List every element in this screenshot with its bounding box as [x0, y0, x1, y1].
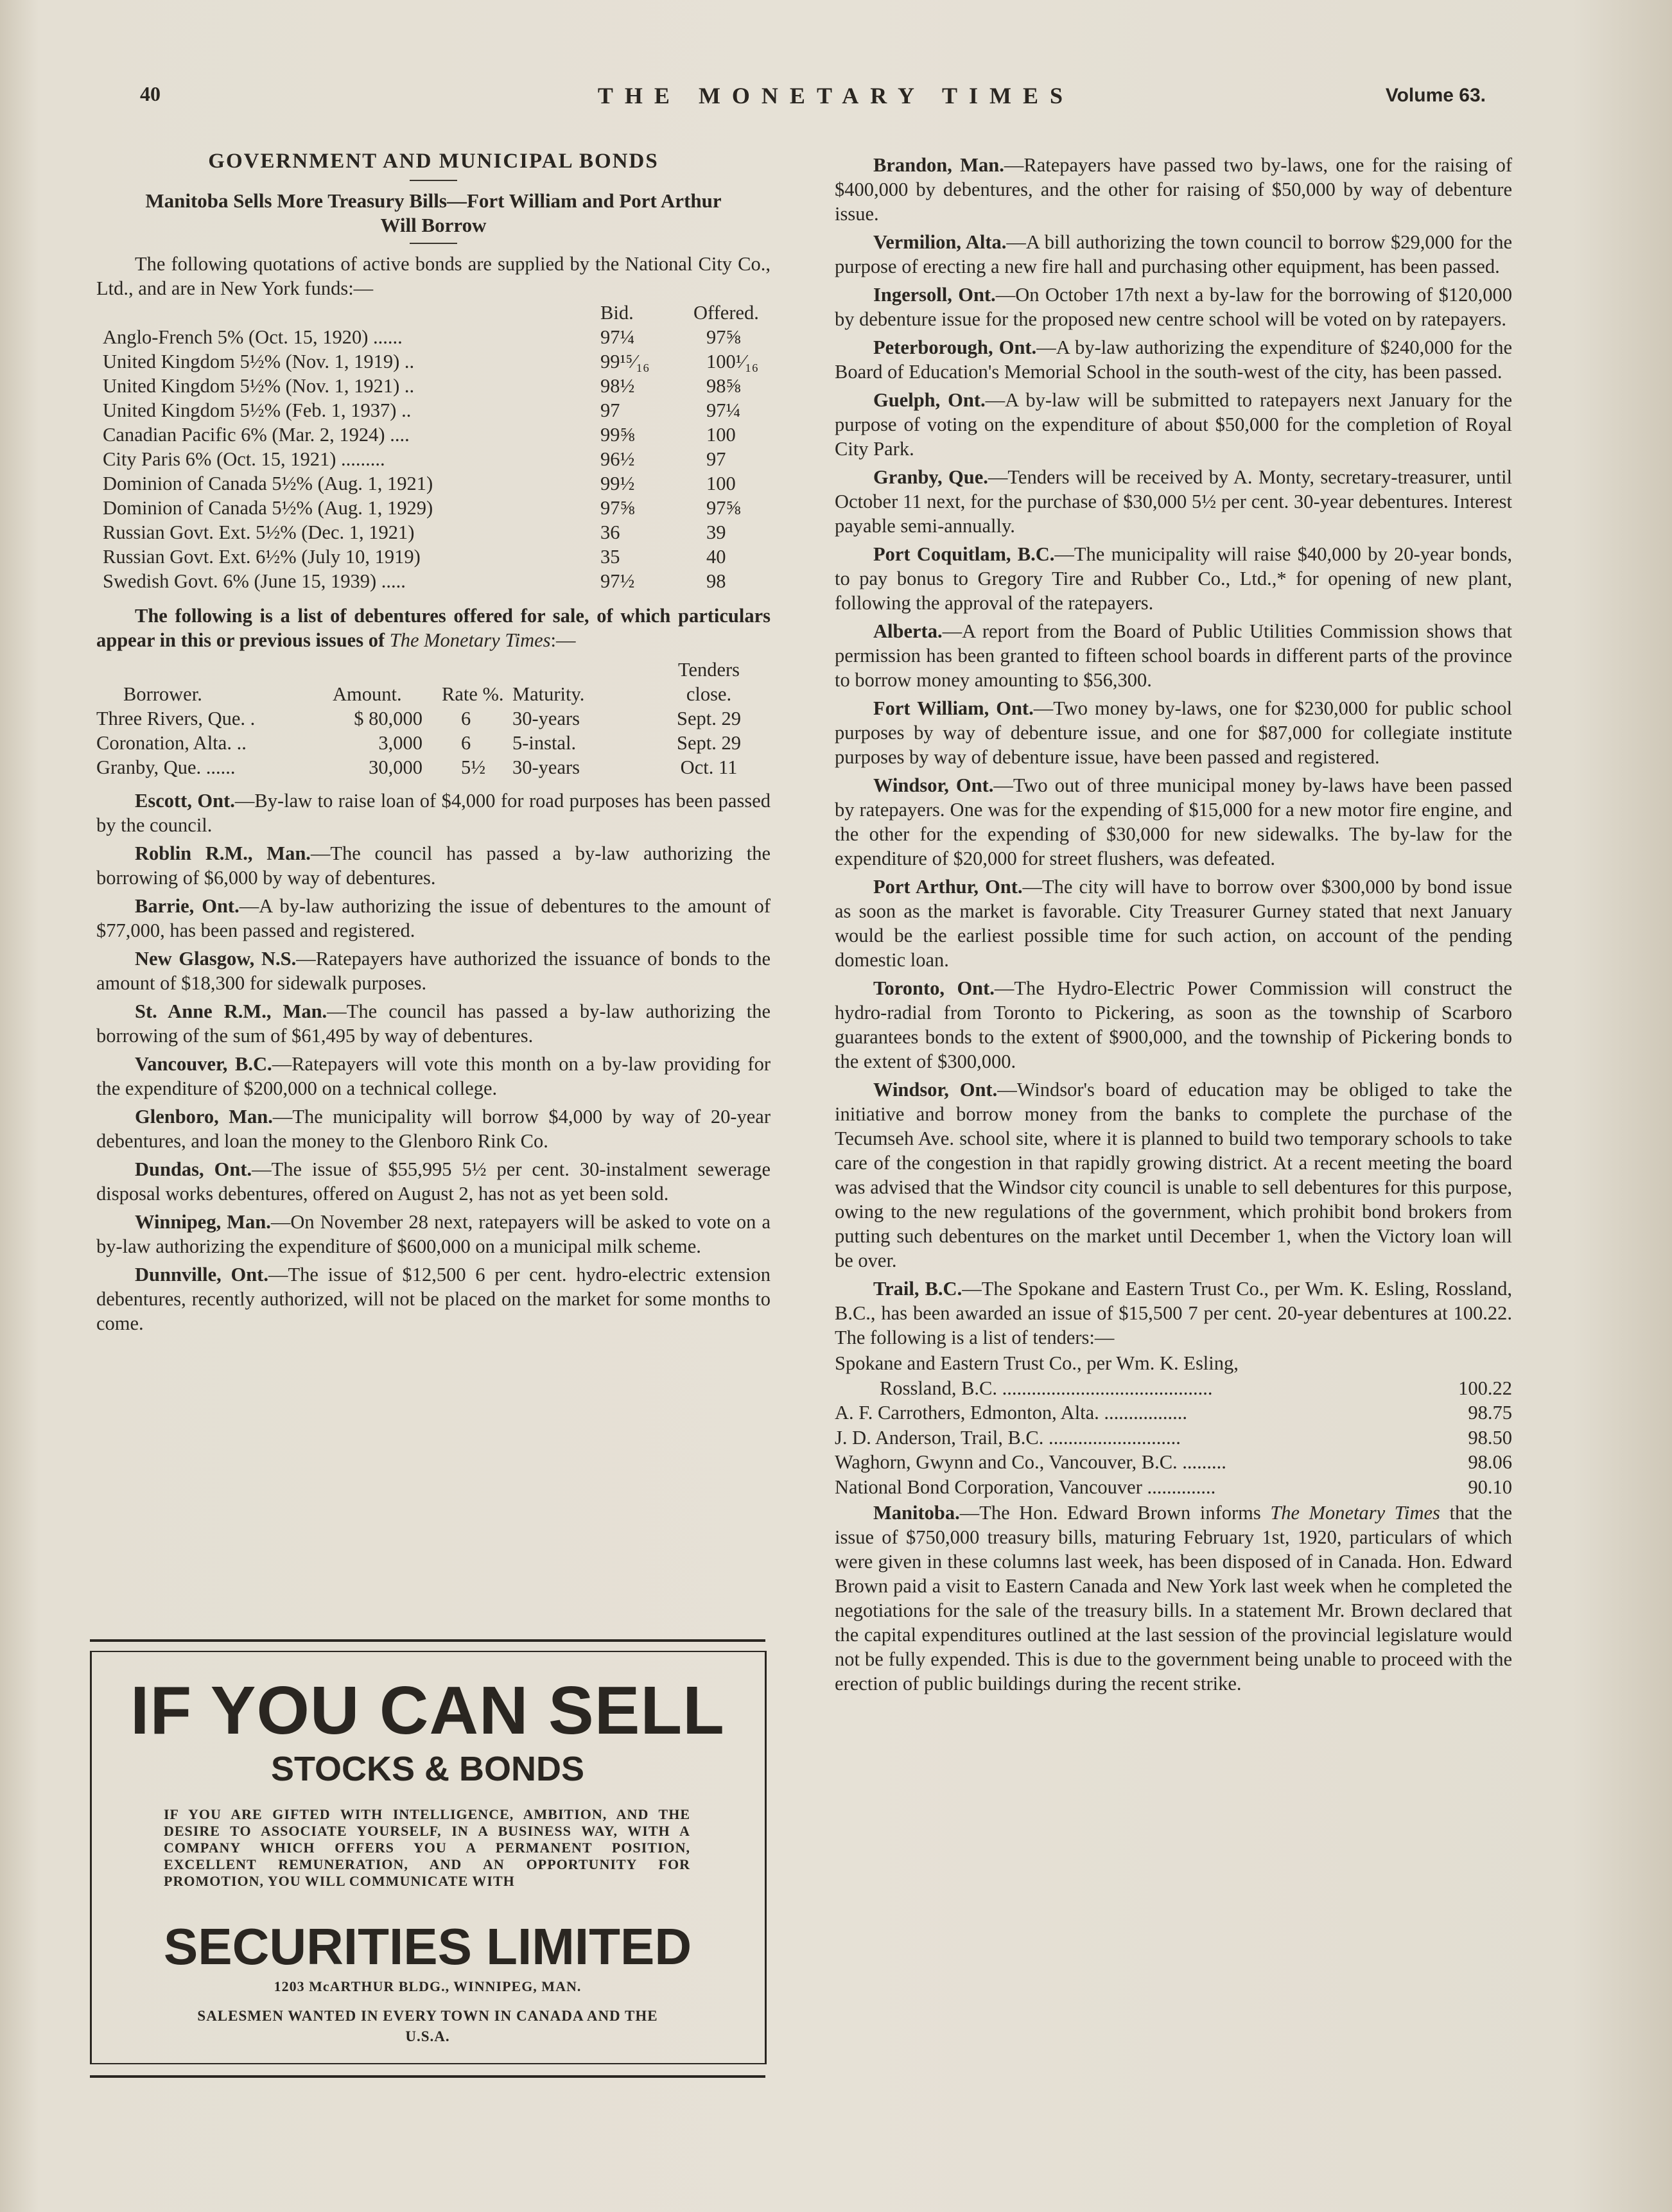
bond-name: Canadian Pacific 6% (Mar. 2, 1924) .... [103, 424, 410, 446]
table-row [103, 325, 783, 349]
table-row [96, 706, 777, 731]
bond-name: City Paris 6% (Oct. 15, 1921) ......... [103, 448, 385, 470]
paragraph-text: —A by-law authorizing the expenditure of $240,000 for the Board of Education's Memorial School in the south-west of the city, has been passed. [835, 336, 1512, 383]
ad-company: SECURITIES LIMITED [163, 1918, 692, 1975]
bond-bid: 96½ [600, 448, 635, 470]
paragraph-text: —Ratepayers will vote this month on a by-law providing for the expenditure of $200,000 on a technical college. [96, 1053, 771, 1099]
table-row [96, 731, 777, 755]
article-paragraph [835, 283, 1512, 331]
masthead: THE MONETARY TIMES [597, 83, 1075, 109]
ad-subline: STOCKS & BONDS [270, 1750, 585, 1788]
article-paragraph [835, 773, 1512, 871]
article-paragraph [96, 1262, 771, 1336]
bond-bid: 99¹⁵⁄₁₆ [600, 351, 650, 372]
section-title: GOVERNMENT AND MUNICIPAL BONDS [208, 150, 659, 173]
article-paragraph [96, 841, 771, 890]
table-row [103, 544, 783, 569]
table-row [835, 1376, 1512, 1401]
paragraph-text: —A by-law will be submitted to ratepayers next January for the purpose of voting on the expenditure of about $50,000 for the completion of Royal City Park. [835, 389, 1512, 460]
ad-address: 1203 McARTHUR BLDG., WINNIPEG, MAN. [274, 1978, 582, 1994]
page-number: 40 [140, 82, 161, 105]
paragraph-text: —A bill authorizing the town council to borrow $29,000 for the purpose of erecting a new fire hall and purchasing other equipment, has been passed. [835, 231, 1512, 277]
bond-offered: 98 [706, 570, 726, 592]
bond-name: Anglo-French 5% (Oct. 15, 1920) ...... [103, 326, 403, 348]
place-name: Barrie, Ont. [135, 895, 239, 917]
paragraph-text: —The council has passed a by-law authorizing the borrowing of $6,000 by way of debentures. [96, 842, 771, 889]
place-name: Peterborough, Ont. [873, 336, 1037, 358]
article-paragraph [96, 946, 771, 995]
debentures-table [96, 658, 777, 779]
volume-label: Volume 63. [1385, 85, 1486, 106]
right-items [835, 153, 1512, 1350]
deb-maturity: 5-instal. [512, 732, 577, 754]
offered-header: Offered. [693, 302, 759, 324]
place-name: Dunnville, Ont. [135, 1264, 268, 1285]
paragraph-text: —The Spokane and Eastern Trust Co., per Wm. K. Esling, Rossland, B.C., has been awarded an issue of $15,500 7 per cent. 20-year debentures at 100.22. The following is a list of tenders:— [835, 1278, 1512, 1348]
bond-offered: 40 [706, 546, 726, 568]
bond-offered: 100 [706, 473, 736, 494]
paragraph-text: —A report from the Board of Public Utilities Commission shows that permission has been granted to fifteen school boards in different parts of the province to borrow money amounting to $56,300. [835, 620, 1512, 691]
divider [410, 180, 457, 181]
paragraph-text: —On October 17th next a by-law for the borrowing of $120,000 by debenture issue for the proposed new centre school will be voted on by ratepayers. [835, 284, 1512, 330]
tender-name: Spokane and Eastern Trust Co., per Wm. K. Esling, [835, 1352, 1239, 1374]
bond-bid: 97¼ [600, 326, 635, 348]
paragraph-text: —A by-law authorizing the issue of debentures to the amount of $77,000, has been passed and registered. [96, 895, 771, 941]
table-row [103, 349, 783, 374]
place-name: Roblin R.M., Man. [135, 842, 311, 864]
table-row [103, 374, 783, 398]
deb-amount: 30,000 [369, 756, 422, 778]
article-paragraph [835, 388, 1512, 461]
deb-borrower: Coronation, Alta. .. [96, 732, 247, 754]
tender-name: A. F. Carrothers, Edmonton, Alta. ................. [835, 1402, 1188, 1424]
table-row [103, 471, 783, 496]
maturity-header: Maturity. [512, 683, 585, 705]
rate-header: Rate %. [442, 683, 504, 705]
tenders-table [835, 1351, 1512, 1499]
table-row [103, 398, 783, 422]
place-name: Port Arthur, Ont. [873, 876, 1023, 898]
paragraph-text: —The city will have to borrow over $300,000 by bond issue as soon as the market is favorable. City Treasurer Gurney stated that next January would be the earliest possible time for such action, on account of the pending domestic loan. [835, 876, 1512, 971]
bond-name: Russian Govt. Ext. 6½% (July 10, 1919) [103, 546, 421, 568]
place-name: New Glasgow, N.S. [135, 948, 297, 970]
debenture-intro-italic: The Monetary Times [389, 629, 551, 651]
bond-name: United Kingdom 5½% (Feb. 1, 1937) .. [103, 399, 412, 421]
bond-offered: 97⅝ [706, 326, 741, 348]
right-column [835, 149, 1512, 1696]
deb-amount: $ 80,000 [354, 708, 422, 729]
place-name: Windsor, Ont. [873, 1079, 998, 1101]
table-header-row [96, 658, 777, 682]
bond-offered: 100 [706, 424, 736, 446]
bond-offered: 97¼ [706, 399, 741, 421]
publication-name: The Monetary Times [1270, 1502, 1440, 1524]
bond-bid: 99½ [600, 473, 635, 494]
article-paragraph [835, 1077, 1512, 1273]
article-paragraph [835, 696, 1512, 769]
article-paragraph [96, 788, 771, 837]
tender-name-cont: Rossland, B.C. ........................................... [880, 1377, 1213, 1399]
place-name: Winnipeg, Man. [135, 1211, 271, 1233]
tender-name: National Bond Corporation, Vancouver .............. [835, 1476, 1216, 1498]
article-paragraph [835, 542, 1512, 615]
article-paragraph [96, 1157, 771, 1206]
deb-maturity: 30-years [512, 708, 580, 729]
deb-rate: 6 [461, 708, 471, 729]
paragraph-text: —On November 28 next, ratepayers will be asked to vote on a by-law authorizing the expenditure of $600,000 on a municipal milk scheme. [96, 1211, 771, 1257]
place-name: Granby, Que. [873, 466, 988, 488]
table-row [835, 1475, 1512, 1500]
debenture-intro-end: :— [550, 629, 576, 651]
place-name: Brandon, Man. [873, 154, 1004, 176]
bond-name: Russian Govt. Ext. 5½% (Dec. 1, 1921) [103, 521, 415, 543]
paragraph-text: —By-law to raise loan of $4,000 for road purposes has been passed by the council. [96, 790, 771, 836]
table-row [103, 569, 783, 593]
paragraph-text: —The Hydro-Electric Power Commission will construct the hydro-radial from Toronto to Pickering, as soon as the township of Scarboro guarantees bonds to the extent of $900,000, and the township of Pickering bonds to the extent of $300,000. [835, 977, 1512, 1072]
deb-close: Sept. 29 [677, 732, 741, 754]
bid-header: Bid. [600, 302, 634, 324]
article-paragraph [835, 1501, 1512, 1696]
article-paragraph [835, 875, 1512, 972]
tender-name: Waghorn, Gwynn and Co., Vancouver, B.C. ......... [835, 1451, 1226, 1473]
place-name: Trail, B.C. [873, 1278, 962, 1300]
article-paragraph [96, 1104, 771, 1153]
bond-name: United Kingdom 5½% (Nov. 1, 1921) .. [103, 375, 415, 397]
bond-bid: 97 [600, 399, 620, 421]
bond-bid: 36 [600, 521, 620, 543]
paragraph-text: —The council has passed a by-law authorizing the borrowing of the sum of $61,495 by way of debentures. [96, 1000, 771, 1047]
tender-price: 90.10 [1468, 1476, 1512, 1498]
deb-rate: 6 [461, 732, 471, 754]
tender-price: 98.06 [1468, 1451, 1512, 1473]
paragraph-text: —The issue of $55,995 5½ per cent. 30-instalment sewerage disposal works debentures, offered on August 2, has not as yet been sold. [96, 1158, 771, 1205]
amount-header: Amount. [333, 683, 402, 705]
article-paragraph [96, 894, 771, 943]
article-paragraph [835, 335, 1512, 384]
paragraph-text: —The municipality will raise $40,000 by 20-year bonds, to pay bonus to Gregory Tire and Rubber Co., Ltd.,* for opening of new plant, following the approval of the ratepayers. [835, 543, 1512, 614]
place-name: Guelph, Ont. [873, 389, 986, 411]
table-row [103, 520, 783, 544]
table-header-row [96, 682, 777, 706]
article-paragraph [96, 1052, 771, 1101]
bond-bid: 99⅝ [600, 424, 635, 446]
table-row [96, 755, 777, 779]
place-name: Windsor, Ont. [873, 774, 994, 796]
bond-quotations-table [103, 300, 783, 593]
place-name: Vermilion, Alta. [873, 231, 1007, 253]
deb-close: Sept. 29 [677, 708, 741, 729]
table-row [103, 422, 783, 447]
paragraph-text: —Two money by-laws, one for $230,000 for public school purposes by way of debenture issue, and one for $87,000 for collegiate institute purposes by way of debenture issue, have been passed and registered. [835, 697, 1512, 768]
paragraph-text: —Ratepayers have passed two by-laws, one for the raising of $400,000 by debentures, and the other for raising of $50,000 by way of debenture issue. [835, 154, 1512, 225]
deb-amount: 3,000 [378, 732, 422, 754]
left-items [96, 788, 771, 1336]
debenture-intro-text: The following is a list of debentures offered for sale, of which particulars appear in this or previous issues of [96, 605, 771, 651]
close-header: close. [686, 683, 732, 705]
table-row [835, 1425, 1512, 1450]
advertisement [90, 1639, 765, 2078]
paragraph-text: —Windsor's board of education may be obliged to take the initiative and borrow money from the banks to complete the purchase of the Tecumseh Ave. school site, where it is planned to build two temporary schools to take care of the congestion in that rapidly growing district. At a recent meeting the board was advised that the Windsor city council is unable to sell debentures for this purpose, owing to the new regulations of the government, which prohibit bond brokers from putting such debentures on the market until December 1, when the Victory loan will be over. [835, 1079, 1512, 1271]
place-name: Port Coquitlam, B.C. [873, 543, 1055, 565]
place-name: Fort William, Ont. [873, 697, 1034, 719]
article-paragraph [835, 619, 1512, 692]
bond-name: Dominion of Canada 5½% (Aug. 1, 1929) [103, 497, 433, 519]
deb-rate: 5½ [461, 756, 486, 778]
bond-bid: 98½ [600, 375, 635, 397]
deb-borrower: Three Rivers, Que. . [96, 708, 256, 729]
article-paragraph [835, 1276, 1512, 1350]
place-name: St. Anne R.M., Man. [135, 1000, 327, 1022]
table-row [835, 1351, 1512, 1376]
bond-offered: 98⅝ [706, 375, 741, 397]
deb-maturity: 30-years [512, 756, 580, 778]
place-name: Ingersoll, Ont. [873, 284, 996, 306]
place-name: Glenboro, Man. [135, 1106, 273, 1128]
bond-bid: 97⅝ [600, 497, 635, 519]
tender-price: 98.75 [1468, 1402, 1512, 1424]
ad-headline: IF YOU CAN SELL [130, 1673, 725, 1748]
borrower-header: Borrower. [123, 683, 202, 705]
place-name: Toronto, Ont. [873, 977, 995, 999]
tender-price: 100.22 [1458, 1377, 1512, 1399]
place-name: Vancouver, B.C. [135, 1053, 272, 1075]
table-row [835, 1400, 1512, 1425]
article-paragraph [96, 1210, 771, 1258]
left-column [96, 149, 771, 1336]
table-row [835, 1450, 1512, 1475]
bond-intro: The following quotations of active bonds are supplied by the National City Co., Ltd., and are in New York funds:— [96, 253, 771, 299]
place-name: Alberta. [873, 620, 943, 642]
bond-offered: 97⅝ [706, 497, 741, 519]
paragraph-text: that the issue of $750,000 treasury bills, maturing February 1st, 1920, particulars of which were given in these columns last week, has been disposed of in Canada. Hon. Edward Brown paid a visit to Eastern Canada and New York last week when he completed the negotiations for the sale of the treasury bills. In a statement Mr. Brown declared that the capital expenditures outlined at the last session of the provincial legislature would not be fully expended. This is due to the government being unable to proceed with the erection of public buildings during the recent strike. [835, 1502, 1513, 1694]
article-paragraph [835, 153, 1512, 226]
place-name: Manitoba. [873, 1502, 960, 1524]
bond-bid: 35 [600, 546, 620, 568]
tender-price: 98.50 [1468, 1426, 1512, 1449]
article-paragraph [96, 999, 771, 1048]
article-paragraph [835, 976, 1512, 1074]
bond-offered: 39 [706, 521, 726, 543]
ad-body: IF YOU ARE GIFTED WITH INTELLIGENCE, AMBITION, AND THE DESIRE TO ASSOCIATE YOURSELF, IN A BUSINESS WAY, WITH A COMPANY WHICH OFFERS YOU A PERMANENT POSITION, EXCELLENT REMUNERATION, AND AN OPPORTUNITY FOR PROMOTION, YOU WILL COMMUNICATE WITH [164, 1806, 690, 1889]
bond-name: Dominion of Canada 5½% (Aug. 1, 1921) [103, 473, 433, 494]
table-header-row [103, 300, 783, 325]
table-row [103, 447, 783, 471]
paragraph-text: —The issue of $12,500 6 per cent. hydro-electric extension debentures, recently authorized, will not be placed on the market for some months to come. [96, 1264, 771, 1334]
deb-close: Oct. 11 [680, 756, 738, 778]
bond-name: Swedish Govt. 6% (June 15, 1939) ..... [103, 570, 406, 592]
paragraph-text: —Two out of three municipal money by-laws have been passed by ratepayers. One was for the expending of $15,000 for a new motor fire engine, and the other for the expending of $30,000 for new sidewalks. The by-law for the expenditure of $20,000 for street flushers, was defeated. [835, 774, 1512, 869]
article-paragraph [835, 230, 1512, 279]
article-paragraph [835, 465, 1512, 538]
place-name: Escott, Ont. [135, 790, 235, 812]
tenders-header: Tenders [677, 659, 740, 681]
table-row [103, 496, 783, 520]
bond-bid: 97½ [600, 570, 635, 592]
paragraph-text: —The Hon. Edward Brown informs [959, 1502, 1261, 1524]
ad-salesmen: SALESMEN WANTED IN EVERY TOWN IN CANADA AND THE U.S.A. [197, 2008, 658, 2044]
article-subhead: Manitoba Sells More Treasury Bills—Fort William and Port Arthur Will Borrow [145, 189, 722, 236]
place-name: Dundas, Ont. [135, 1158, 252, 1180]
bond-offered: 100¹⁄₁₆ [706, 351, 759, 372]
paragraph-text: —Tenders will be received by A. Monty, secretary-treasurer, until October 11 next, for the purchase of $30,000 5½ per cent. 30-year debentures. Interest payable semi-annually. [835, 466, 1512, 537]
bond-name: United Kingdom 5½% (Nov. 1, 1919) .. [103, 351, 415, 372]
page-header [0, 82, 1672, 121]
paragraph-text: —The municipality will borrow $4,000 by way of 20-year debentures, and loan the money to the Glenboro Rink Co. [96, 1106, 771, 1152]
bond-offered: 97 [706, 448, 726, 470]
deb-borrower: Granby, Que. ...... [96, 756, 236, 778]
divider [410, 243, 457, 244]
tender-name: J. D. Anderson, Trail, B.C. ........................... [835, 1426, 1181, 1449]
paragraph-text: —Ratepayers have authorized the issuance of bonds to the amount of $18,300 for sidewalk purposes. [96, 948, 771, 994]
debenture-intro [96, 604, 771, 652]
